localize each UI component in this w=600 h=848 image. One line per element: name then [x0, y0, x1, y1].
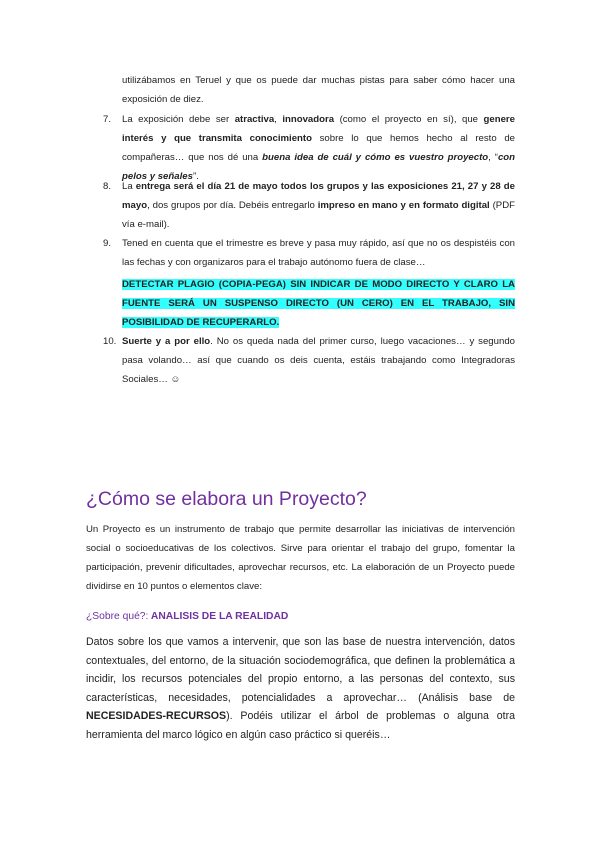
- item-7-text: [122, 110, 515, 186]
- item-number: 8.: [103, 181, 112, 192]
- text-run: innovadora: [282, 114, 335, 125]
- item-8-text: [122, 177, 515, 234]
- text-run: ,: [274, 114, 283, 125]
- text-run: ). Podéis utilizar el árbol de problemas o alguna otra herramienta del marco lógico en algún caso práctico si queréis…: [86, 710, 515, 741]
- text-run: La: [122, 181, 136, 192]
- text-run: La exposición debe ser: [122, 114, 235, 125]
- text-run: , dos grupos por día. Debéis entregarlo: [147, 200, 318, 211]
- text-run: . No os queda nada del primer curso, luego vacaciones… y segundo pasa volando… así que cuando os deis cuenta, estáis trabajando como Integradoras Sociales… ☺: [122, 336, 515, 385]
- item-number: 9.: [103, 238, 112, 249]
- intro-paragraph: Un Proyecto es un instrumento de trabajo que permite desarrollar las iniciativas de intervención social o socioeducativas de los colectivos. Sirve para orientar el trabajo del grupo, fomentar la participación, prevenir dificultades, aprovechar recursos, etc. La elaboración de un Proyecto puede dividirse en 10 puntos o elementos clave:: [86, 524, 515, 592]
- text-run: sobre lo que hemos hecho al resto de compañeras… que nos dé una: [122, 133, 515, 163]
- text-run: impreso en mano y en formato digital: [317, 200, 490, 211]
- text-run: atractiva: [234, 114, 275, 125]
- item-9-text: [122, 234, 515, 272]
- text-run: buena idea de cuál y cómo es vuestro proyecto: [262, 152, 489, 163]
- text-run: Tened en cuenta que el trimestre es breve y pasa muy rápido, así que no os despistéis con las fechas y con organizaros para el trabajo autónomo fuera de clase…: [122, 238, 515, 268]
- analysis-paragraph: [86, 633, 515, 744]
- plagiarism-warning: [122, 275, 515, 332]
- subheading-title: ANALISIS DE LA REALIDAD: [148, 611, 289, 622]
- continuation-paragraph: utilizábamos en Teruel y que os puede dar muchas pistas para saber cómo hacer una exposición de diez.: [122, 75, 515, 105]
- highlighted-warning: DETECTAR PLAGIO (COPIA-PEGA) SIN INDICAR DE MODO DIRECTO Y CLARO LA FUENTE SERÁ UN SUSPENSO DIRECTO (UN CERO) EN EL TRABAJO, SIN POSIBILIDAD DE RECUPERARLO.: [122, 279, 515, 328]
- item-number: 7.: [103, 114, 112, 125]
- section-heading: ¿Cómo se elabora un Proyecto?: [86, 488, 367, 510]
- subheading-question: ¿Sobre qué?:: [86, 611, 149, 622]
- text-run: Datos sobre los que vamos a intervenir, que son las base de nuestra intervención, datos contextuales, del entorno, de la situación sociodemográfica, que definen la problemática a incidir, los recursos potenciales del propio entorno, a las personas del contexto, sus características, necesidades, potencialidades a aprovechar… (Análisis base de: [86, 636, 515, 704]
- item-number: 10.: [103, 336, 117, 347]
- text-run: genere interés y que transmita conocimiento: [122, 114, 515, 144]
- text-run: (como el proyecto en sí), que: [334, 114, 484, 125]
- text-run: , “: [488, 152, 498, 163]
- text-run: ”.: [192, 171, 199, 182]
- text-run: (PDF vía e-mail).: [122, 200, 515, 230]
- text-run: entrega será el día 21 de mayo todos los grupos y las exposiciones 21, 27 y 28 de mayo: [122, 181, 515, 211]
- text-run: con pelos y señales: [122, 152, 515, 182]
- text-run: Suerte y a por ello: [122, 336, 211, 347]
- subheading: [86, 611, 288, 622]
- item-10-text: [122, 332, 515, 389]
- text-run: NECESIDADES-RECURSOS: [86, 710, 227, 722]
